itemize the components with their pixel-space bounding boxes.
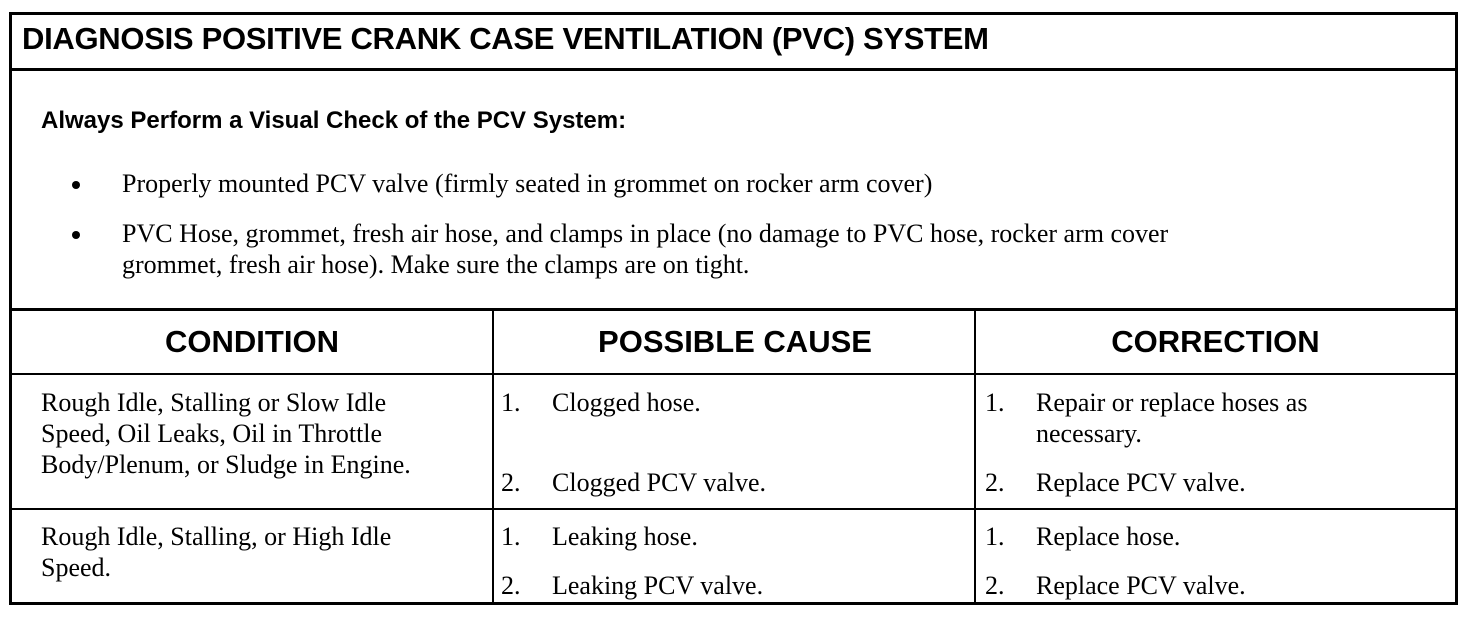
correction-number: 1. xyxy=(985,522,1005,551)
correction-row-1-item-1-line-2: necessary. xyxy=(1036,419,1142,448)
column-header-correction: CORRECTION xyxy=(976,311,1455,375)
column-header-condition: CONDITION xyxy=(12,311,492,375)
condition-row-1-line-3: Body/Plenum, or Sludge in Engine. xyxy=(41,450,411,479)
correction-number: 1. xyxy=(985,388,1005,417)
bullet-icon xyxy=(72,231,80,239)
column-divider xyxy=(492,311,494,602)
cause-number: 2. xyxy=(501,571,521,600)
cause-row-1-item-2: Clogged PCV valve. xyxy=(552,468,767,497)
correction-row-2-item-1: Replace hose. xyxy=(1036,522,1181,551)
cause-row-2-item-2: Leaking PCV valve. xyxy=(552,571,764,600)
condition-row-1-line-2: Speed, Oil Leaks, Oil in Throttle xyxy=(41,419,383,448)
condition-row-1-line-1: Rough Idle, Stalling or Slow Idle xyxy=(41,388,387,417)
title-bar xyxy=(12,15,1455,71)
bullet-item-2-line-2: grommet, fresh air hose). Make sure the clamps are on tight. xyxy=(122,250,750,279)
bullet-item-2-line-1: PVC Hose, grommet, fresh air hose, and clamps in place (no damage to PVC hose, rocker arm cover xyxy=(122,219,1169,248)
correction-row-1-item-1-line-1: Repair or replace hoses as xyxy=(1036,388,1308,417)
diagnosis-chart-frame xyxy=(9,12,1458,605)
visual-check-section xyxy=(12,71,1455,311)
cause-number: 1. xyxy=(501,522,521,551)
condition-row-2-line-2: Speed. xyxy=(41,553,112,582)
page-title: DIAGNOSIS POSITIVE CRANK CASE VENTILATION (PVC) SYSTEM xyxy=(22,21,989,56)
bullet-icon xyxy=(72,181,80,189)
correction-number: 2. xyxy=(985,468,1005,497)
correction-row-1-item-2: Replace PCV valve. xyxy=(1036,468,1246,497)
cause-row-1-item-1: Clogged hose. xyxy=(552,388,701,417)
visual-check-heading: Always Perform a Visual Check of the PCV System: xyxy=(41,107,627,134)
diagnosis-table xyxy=(12,311,1455,602)
correction-number: 2. xyxy=(985,571,1005,600)
column-header-possible-cause: POSSIBLE CAUSE xyxy=(494,311,976,375)
column-divider xyxy=(974,311,976,602)
cause-number: 2. xyxy=(501,468,521,497)
condition-row-2-line-1: Rough Idle, Stalling, or High Idle xyxy=(41,522,392,551)
cause-row-2-item-1: Leaking hose. xyxy=(552,522,698,551)
row-divider xyxy=(12,508,1455,510)
correction-row-2-item-2: Replace PCV valve. xyxy=(1036,571,1246,600)
cause-number: 1. xyxy=(501,388,521,417)
bullet-item-1: Properly mounted PCV valve (firmly seated in grommet on rocker arm cover) xyxy=(122,169,933,198)
